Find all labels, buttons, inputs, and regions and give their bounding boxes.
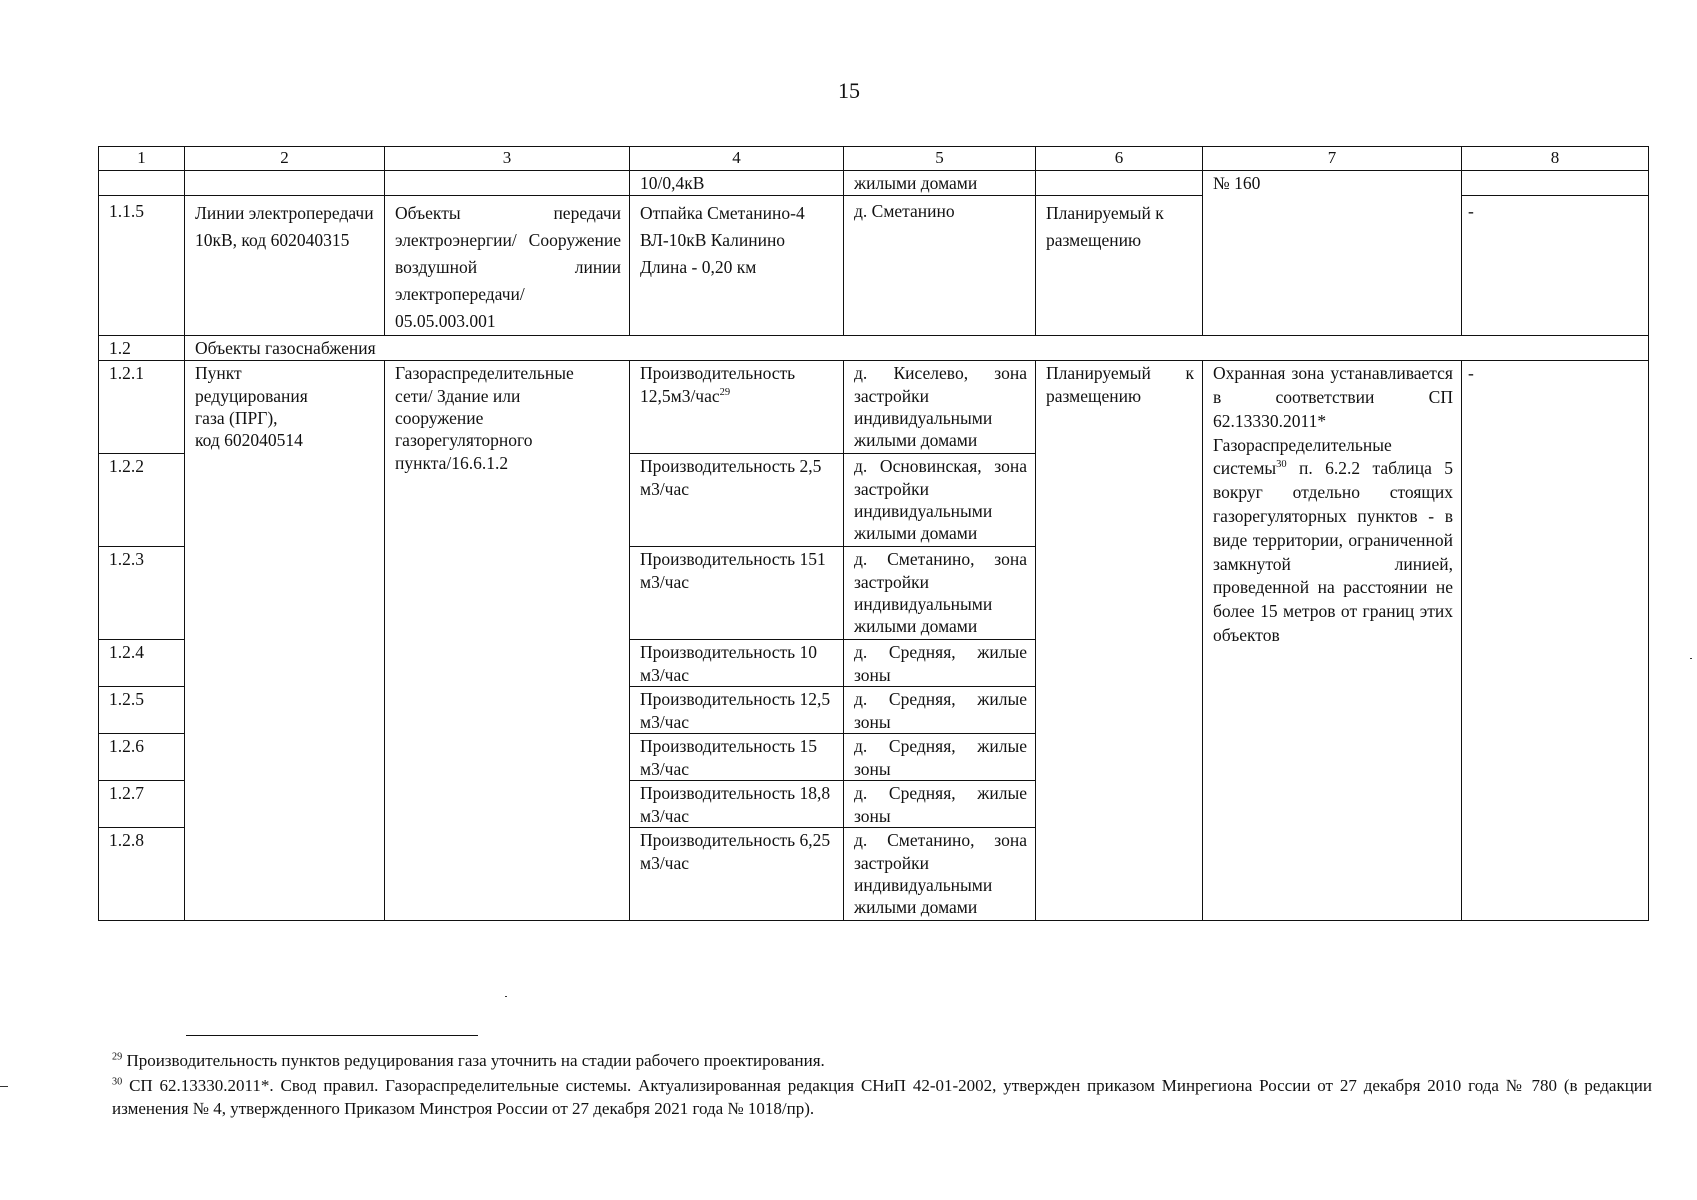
cell-zone: № 160 [1203,171,1462,336]
table-row-1-2-1 [99,361,1649,454]
zone-text: Охранная зона устанавливается в соответствии СП 62.13330.2011* Газораспределительные системы [1213,363,1453,479]
perf-text: Производительность 151 м3/час [640,549,826,592]
location-cell: д. Сметанино, зона застройки индивидуальными жилыми домами [844,547,1036,640]
continued-row [99,171,1649,196]
protection-zone [1203,361,1462,921]
row-number: 1.2.4 [99,640,185,687]
gas-object-name [185,361,385,921]
footnote-text: СП 62.13330.2011*. Свод правил. Газораспределительные системы. Актуализированная редакция СНиП 42-01-2002, утвержден приказом Минрегиона России от 27 декабря 2010 года № 780 (в редакции изменения № 4, утвержденного Приказом Минстроя России от 27 декабря 2021 года № 1018/пр). [112,1075,1652,1118]
type-line: пункта/16.6.1.2 [395,452,509,473]
col-header: 8 [1462,147,1649,171]
col-header: 3 [385,147,630,171]
location-cell: д. Основинская, зона застройки индивидуальными жилыми домами [844,454,1036,547]
gas-object-type [385,361,630,921]
name-line: Пункт [195,363,242,384]
perf-cell [630,454,844,547]
perf-cell [630,361,844,454]
footnote-separator [186,1035,478,1036]
scan-speck [505,996,507,997]
row-number: 1.2.8 [99,828,185,921]
gas-object-status: Планируемый к размещению [1036,361,1203,921]
location-cell: д. Киселево, зона застройки индивидуальными жилыми домами [844,361,1036,454]
planned-objects-table [98,146,1649,921]
perf-cell [630,640,844,687]
footnote-number: 29 [112,1051,123,1063]
footnote-ref: 30 [1276,459,1287,471]
object-type: Объекты передачи электроэнергии/ Сооружение воздушной линии электропередачи/ 05.05.003.001 [385,195,630,336]
cell-empty [99,171,185,196]
cell-empty [1462,171,1649,196]
location-cell: д. Средняя, жилые зоны [844,640,1036,687]
cell-dash: - [1462,195,1649,336]
perf-cell [630,828,844,921]
row-number: 1.2.7 [99,781,185,828]
perf-text: Производительность 10 м3/час [640,642,818,685]
object-location: д. Сметанино [844,195,1036,336]
col-header: 5 [844,147,1036,171]
col-header: 7 [1203,147,1462,171]
footnote-ref: 29 [719,386,731,398]
cell-empty [1036,171,1203,196]
row-number: 1.1.5 [99,195,185,336]
footnote-29 [112,1050,1652,1073]
perf-text: Производительность 2,5 м3/час [640,456,822,499]
cell-empty [185,171,385,196]
footnote-number: 30 [112,1076,123,1088]
section-number: 1.2 [99,336,185,361]
object-characteristics: Отпайка Сметанино-4 ВЛ-10кВ Калинино Длина - 0,20 км [630,195,844,336]
perf-text: Производительность 18,8 м3/час [640,783,831,826]
perf-cell [630,547,844,640]
type-line: сооружение [395,407,484,428]
zone-text-rest: п. 6.2.2 таблица 5 вокруг отдельно стоящих газорегуляторных пунктов - в виде территории, ограниченной замкнутой линией, проведенной на расстоянии не более 15 метров от границ этих объектов [1213,458,1453,645]
perf-cell [630,781,844,828]
object-name: Линии электропередачи 10кВ, код 602040315 [185,195,385,336]
row-number: 1.2.5 [99,687,185,734]
name-line: редуцирования [195,385,308,406]
location-cell: д. Средняя, жилые зоны [844,687,1036,734]
row-number: 1.2.3 [99,547,185,640]
object-status: Планируемый к размещению [1036,195,1203,336]
scan-speck [1690,658,1692,659]
footnotes [112,1050,1652,1123]
page-number: 15 [838,78,860,103]
footnote-30 [112,1075,1652,1121]
col-header: 4 [630,147,844,171]
col-header: 1 [99,147,185,171]
footnote-text: Производительность пунктов редуцирования газа уточнить на стадии рабочего проектирования. [126,1051,825,1070]
section-title: Объекты газоснабжения [185,336,1649,361]
location-cell: д. Сметанино, зона застройки индивидуальными жилыми домами [844,828,1036,921]
type-line: газорегуляторного [395,430,533,451]
location-cell: д. Средняя, жилые зоны [844,734,1036,781]
perf-cell [630,687,844,734]
type-line: сети/ Здание или [395,385,521,406]
perf-cell [630,734,844,781]
column-numbers-row [99,147,1649,171]
location-cell: д. Средняя, жилые зоны [844,781,1036,828]
perf-text: Производительность 12,5м3/час [640,363,796,406]
row-number: 1.2.1 [99,361,185,454]
type-line: Газораспределительные [395,363,574,384]
cell-characteristics: 10/0,4кВ [630,171,844,196]
col-header: 2 [185,147,385,171]
perf-text: Производительность 6,25 м3/час [640,830,831,873]
cell-empty [385,171,630,196]
row-number: 1.2.2 [99,454,185,547]
cell-location: жилыми домами [844,171,1036,196]
row-number: 1.2.6 [99,734,185,781]
scan-speck [0,1086,8,1087]
perf-text: Производительность 12,5 м3/час [640,689,831,732]
perf-text: Производительность 15 м3/час [640,736,818,779]
section-row-1-2 [99,336,1649,361]
col-header: 6 [1036,147,1203,171]
name-line: код 602040514 [195,430,303,451]
name-line: газа (ПРГ), [195,407,278,428]
cell-dash: - [1462,361,1649,921]
